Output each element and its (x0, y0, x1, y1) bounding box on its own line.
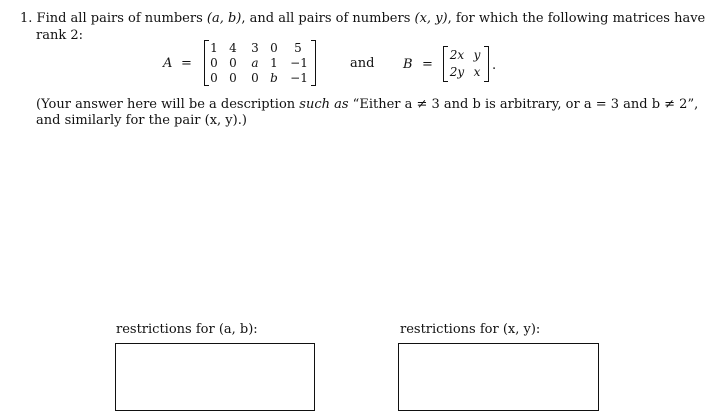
matrix-a-cell: −1 (290, 56, 308, 70)
matrix-b-cell: y (473, 48, 481, 62)
matrix-a-cell: b (270, 71, 278, 85)
matrix-a-cell: 5 (294, 41, 302, 55)
matrix-b-equals: = (422, 57, 433, 72)
question-line-1 (20, 11, 705, 27)
matrix-b-cell: x (473, 65, 481, 79)
matrix-a-equals: = (181, 56, 192, 71)
hint-example: “Either a ≠ 3 and b is arbitrary, or a = 3 and b ≠ 2”, (348, 97, 699, 112)
pair-xy-text: (x, y) (414, 11, 448, 26)
hint-line-1 (36, 97, 698, 113)
matrix-a-cell: a (251, 56, 259, 70)
matrix-a-cell: −1 (290, 71, 308, 85)
matrix-b-period: . (492, 58, 497, 73)
and-connector: and (350, 56, 375, 71)
hint-text-start: (Your answer here will be a description (36, 97, 300, 112)
matrix-a-cell: 0 (251, 71, 259, 85)
hint-line-2: and similarly for the pair (x, y).) (36, 113, 247, 128)
matrix-b-cell: 2y (449, 65, 465, 79)
matrix-a-cell: 1 (270, 56, 278, 70)
restrictions-xy-label: restrictions for (x, y): (400, 322, 541, 337)
question-text-start: Find all pairs of numbers (36, 11, 207, 26)
matrix-a-cell: 1 (210, 41, 218, 55)
matrix-a (204, 40, 316, 86)
matrix-b-label: B (403, 57, 413, 72)
matrix-b-right-bracket (484, 46, 489, 82)
restrictions-xy-answer-box[interactable] (398, 343, 599, 411)
matrix-a-cell: 0 (210, 56, 218, 70)
question-number: 1. (20, 11, 33, 26)
matrix-a-right-bracket (311, 40, 316, 86)
matrix-a-cell: 4 (229, 41, 237, 55)
matrix-a-label: A (163, 56, 173, 71)
matrix-a-cell: 0 (210, 71, 218, 85)
matrix-b (443, 46, 489, 82)
pair-ab-text: (a, b) (206, 11, 242, 26)
question-text-middle: , and all pairs of numbers (241, 11, 415, 26)
restrictions-ab-label: restrictions for (a, b): (116, 322, 258, 337)
matrix-b-cell: 2x (449, 48, 465, 62)
matrix-a-cell: 0 (229, 71, 237, 85)
restrictions-ab-answer-box[interactable] (115, 343, 315, 411)
hint-italic: such as (299, 97, 349, 112)
question-line-2: rank 2: (36, 28, 83, 43)
matrix-a-cell: 3 (251, 41, 259, 55)
matrix-a-cell: 0 (229, 56, 237, 70)
question-text-end: , for which the following matrices have (447, 11, 705, 26)
matrix-a-cell: 0 (270, 41, 278, 55)
